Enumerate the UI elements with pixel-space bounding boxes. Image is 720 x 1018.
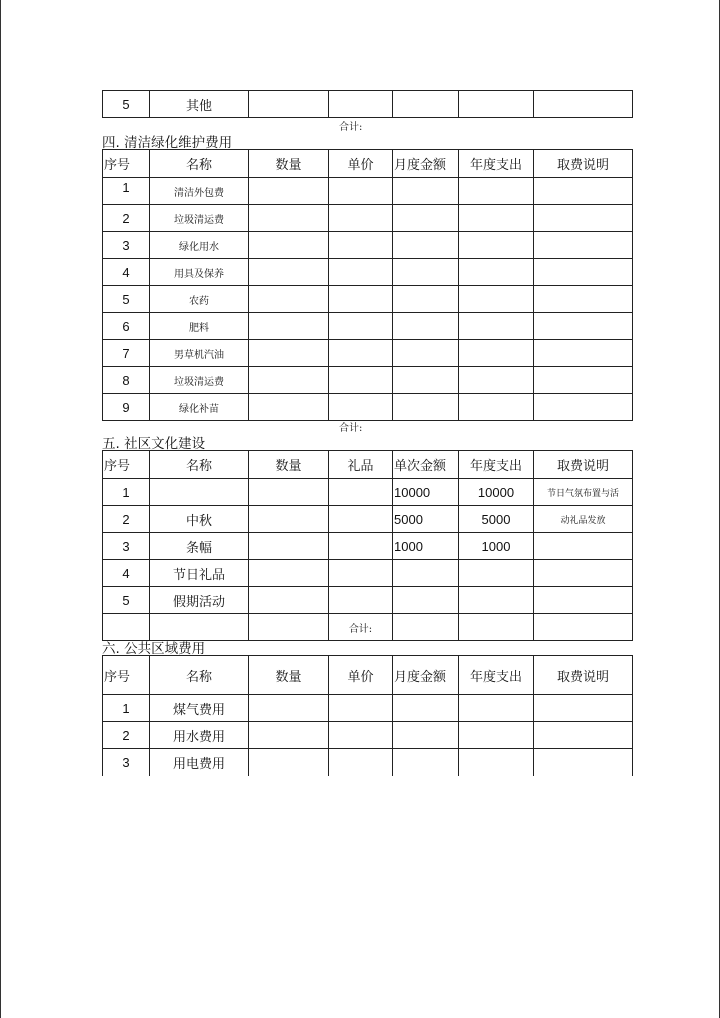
table-row xyxy=(103,722,633,749)
item-name: 用电费用 xyxy=(150,749,249,776)
table-row xyxy=(103,259,633,286)
header-cell: 单次金额 xyxy=(393,451,459,479)
section-5-title: 五. 社区文化建设 xyxy=(102,436,206,452)
table-row xyxy=(103,340,633,367)
header-cell: 单价 xyxy=(329,150,393,178)
row-number: 3 xyxy=(103,749,150,776)
table-row xyxy=(103,749,633,776)
header-cell: 单价 xyxy=(329,656,393,695)
header-cell: 取费说明 xyxy=(534,150,633,178)
item-name: 垃圾清运费 xyxy=(150,205,249,232)
table-header-row xyxy=(103,451,633,479)
page-left-edge xyxy=(0,0,1,1018)
item-name: 垃圾清运费 xyxy=(150,367,249,394)
section-4-table xyxy=(102,149,633,421)
table-header-row xyxy=(103,150,633,178)
header-cell: 序号 xyxy=(103,150,150,178)
header-cell: 取费说明 xyxy=(534,656,633,695)
annual-amount: 5000 xyxy=(459,506,534,533)
row-number: 4 xyxy=(103,560,150,587)
table-row xyxy=(103,91,633,118)
section-6-title: 六. 公共区域费用 xyxy=(102,641,206,657)
item-name: 用水费用 xyxy=(150,722,249,749)
header-cell: 数量 xyxy=(249,656,329,695)
row-number: 5 xyxy=(103,587,150,614)
item-name: 中秋 xyxy=(150,506,249,533)
table-row xyxy=(103,560,633,587)
table-row xyxy=(103,506,633,533)
single-amount: 1000 xyxy=(393,533,459,560)
table-row xyxy=(103,695,633,722)
table-header-row xyxy=(103,656,633,695)
row-number: 4 xyxy=(103,259,150,286)
row-number: 3 xyxy=(103,533,150,560)
single-amount: 10000 xyxy=(393,479,459,506)
item-name: 绿化补苗 xyxy=(150,394,249,421)
table-row xyxy=(103,205,633,232)
row-number: 1 xyxy=(103,178,150,205)
item-name: 条幅 xyxy=(150,533,249,560)
table-row xyxy=(103,479,633,506)
row-number: 5 xyxy=(103,91,150,118)
item-name: 肥料 xyxy=(150,313,249,340)
row-number: 5 xyxy=(103,286,150,313)
section-3-tail-table xyxy=(102,90,633,118)
header-cell: 年度支出 xyxy=(459,656,534,695)
header-cell: 序号 xyxy=(103,656,150,695)
row-number: 8 xyxy=(103,367,150,394)
header-cell: 数量 xyxy=(249,451,329,479)
item-name xyxy=(150,479,249,506)
row-number: 2 xyxy=(103,506,150,533)
header-cell: 名称 xyxy=(150,451,249,479)
row-number: 9 xyxy=(103,394,150,421)
row-number: 3 xyxy=(103,232,150,259)
subtotal-label: 合计: xyxy=(339,423,363,434)
item-name: 男草机汽油 xyxy=(150,340,249,367)
table-row xyxy=(103,286,633,313)
header-cell: 年度支出 xyxy=(459,150,534,178)
annual-amount: 10000 xyxy=(459,479,534,506)
header-cell: 序号 xyxy=(103,451,150,479)
annual-amount: 1000 xyxy=(459,533,534,560)
header-cell: 月度金额 xyxy=(393,150,459,178)
item-name: 用具及保养 xyxy=(150,259,249,286)
table-row xyxy=(103,232,633,259)
row-number: 1 xyxy=(103,695,150,722)
table-row xyxy=(103,533,633,560)
fee-note-line-2: 动礼品发放 xyxy=(534,506,633,533)
header-cell: 月度金额 xyxy=(393,656,459,695)
item-name: 绿化用水 xyxy=(150,232,249,259)
header-cell: 取费说明 xyxy=(534,451,633,479)
table-row xyxy=(103,367,633,394)
header-cell: 名称 xyxy=(150,656,249,695)
row-number: 6 xyxy=(103,313,150,340)
item-name: 假期活动 xyxy=(150,587,249,614)
section-4-title: 四. 清洁绿化维护费用 xyxy=(102,135,233,151)
item-name: 煤气费用 xyxy=(150,695,249,722)
item-name: 清洁外包费 xyxy=(150,178,249,205)
item-name: 其他 xyxy=(150,91,249,118)
item-name: 农药 xyxy=(150,286,249,313)
fee-note-line-1: 节日气氛布置与活 xyxy=(534,479,633,506)
header-cell: 礼品 xyxy=(329,451,393,479)
table-row xyxy=(103,313,633,340)
section-5-table xyxy=(102,450,633,641)
row-number: 7 xyxy=(103,340,150,367)
item-name: 节日礼品 xyxy=(150,560,249,587)
header-cell: 年度支出 xyxy=(459,451,534,479)
subtotal-label: 合计: xyxy=(339,122,363,133)
header-cell: 名称 xyxy=(150,150,249,178)
subtotal-label: 合计: xyxy=(329,614,393,641)
header-cell: 数量 xyxy=(249,150,329,178)
section-6-table xyxy=(102,655,633,776)
single-amount: 5000 xyxy=(393,506,459,533)
row-number: 1 xyxy=(103,479,150,506)
row-number: 2 xyxy=(103,205,150,232)
row-number: 2 xyxy=(103,722,150,749)
table-row xyxy=(103,178,633,205)
table-row xyxy=(103,587,633,614)
table-row xyxy=(103,394,633,421)
